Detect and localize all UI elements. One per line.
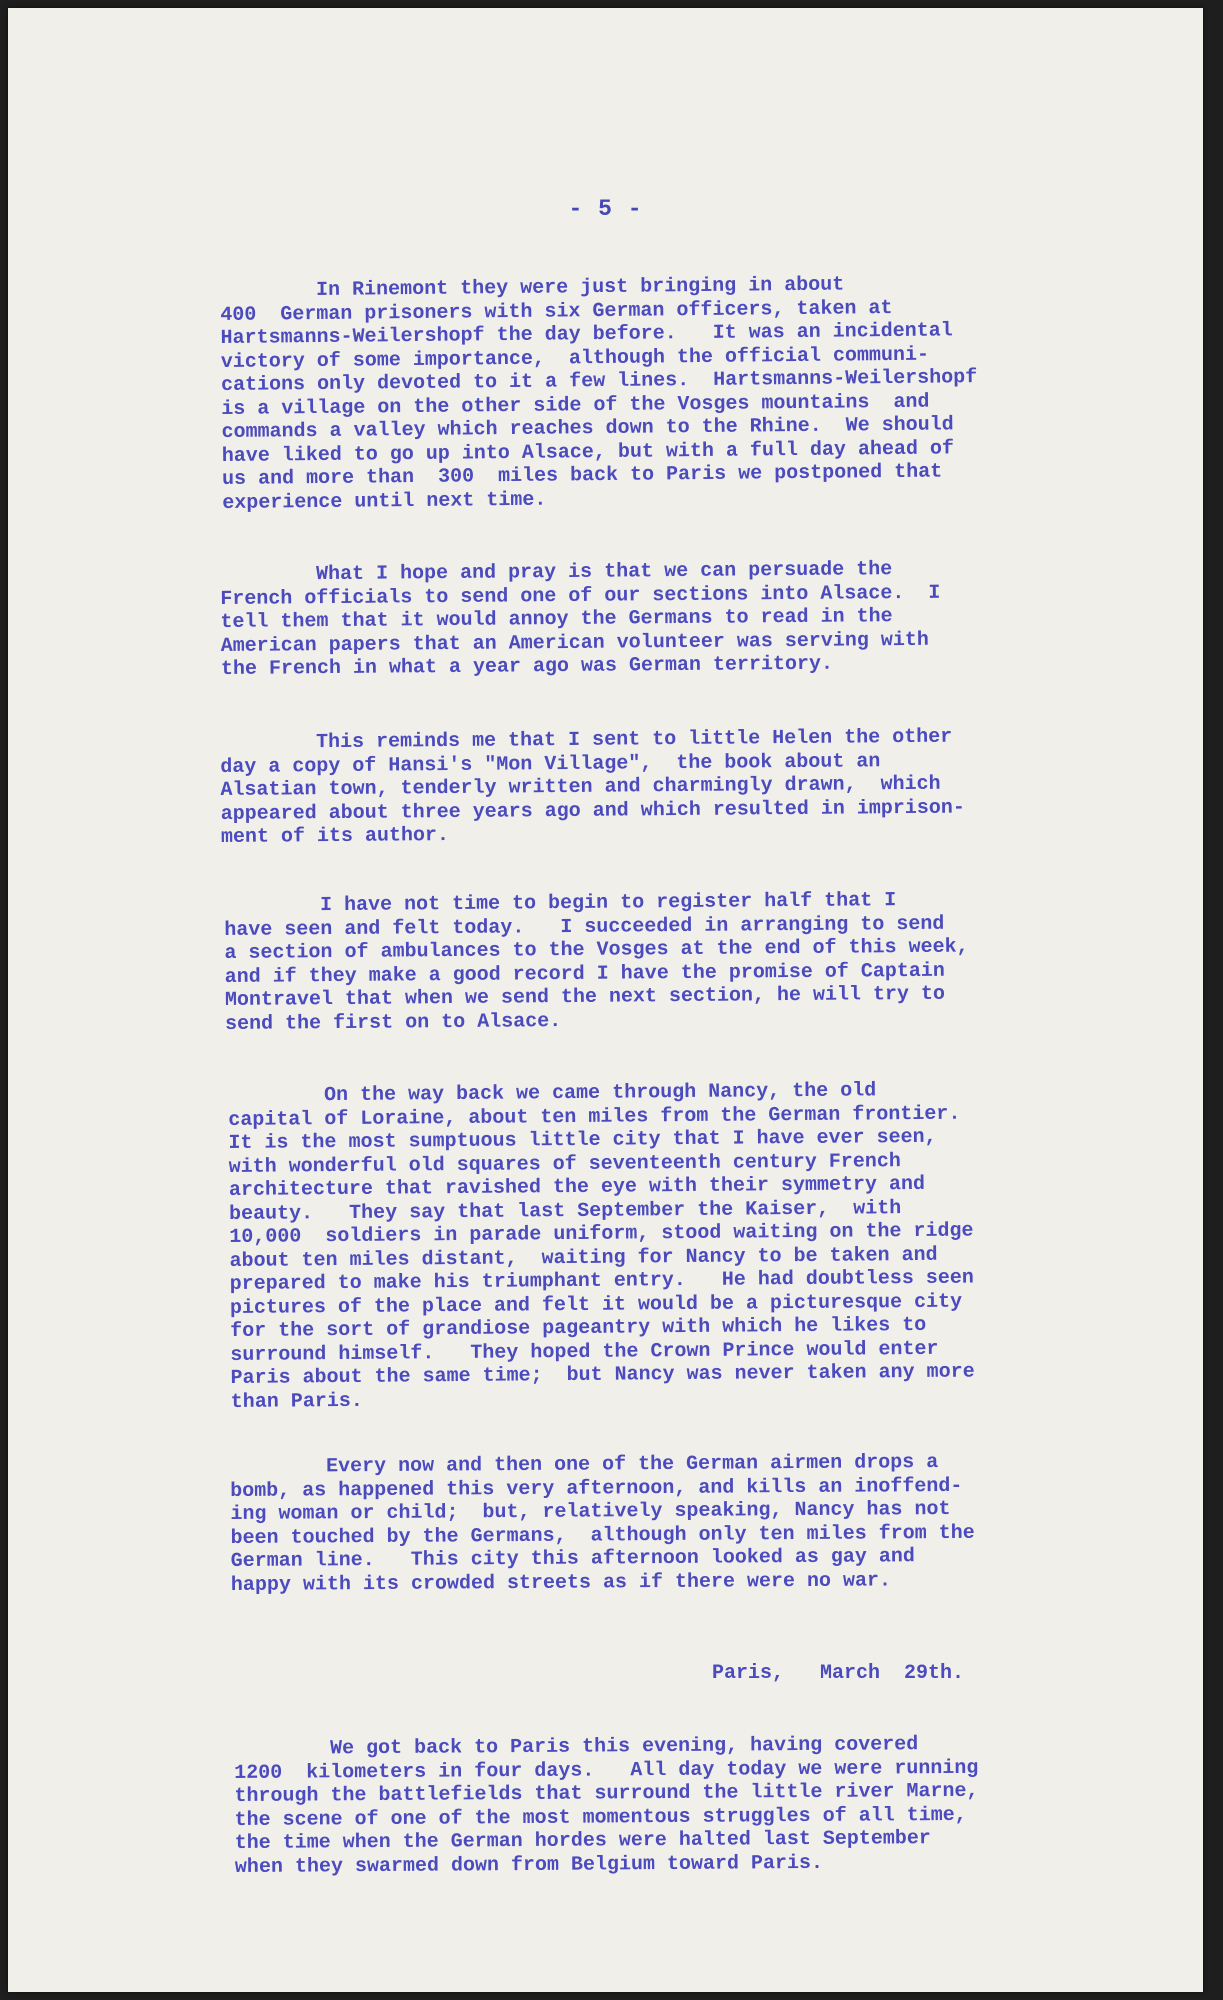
paragraph-vosges-section: I have not time to begin to register half that I have seen and felt today. I succeeded in arranging to send a section of ambulances to the Vosges at the end of this week, and if they make a good record I have the promise of Captain Montravel that when we send the next section, he will try to send the first on to Alsace. — [224, 889, 969, 1036]
paragraph-mon-village: This reminds me that I sent to little Helen the other day a copy of Hansi's "Mon Village", the book about an Alsatian town, tenderly written and charmingly drawn, which appeared about three years ago and which resulted in imprison- ment of its author. — [220, 725, 965, 849]
paragraph-nancy: On the way back we came through Nancy, the old capital of Loraine, about ten miles from the German frontier. It is the most sumptuous little city that I have ever seen, with wonderful old squares of seventeenth century French architecture that ravished the eye with their symmetry and beauty. They say that last September the Kaiser, with 10,000 soldiers in parade uniform, stood waiting on the ridge about ten miles distant, waiting for Nancy to be taken and prepared to make his triumphant entry. He had doubtless seen pictures of the place and felt it would be a picturesque city for the sort of grandiose pageantry with which he likes to surround himself. They hoped the Crown Prince would enter Paris about the same time; but Nancy was never taken any more than Paris. — [228, 1079, 975, 1414]
paragraph-alsace-hope: What I hope and pray is that we can persuade the French officials to send one of our sections into Alsace. I tell them that it would annoy the Germans to read in the American papers that an American volunteer was serving with the French in what a year ago was German territory. — [220, 558, 941, 681]
paragraph-return-paris: We got back to Paris this evening, having covered 1200 kilometers in four days. All day today we were running through the battlefields that surround the little river Marne, the scene of one of the most momentous struggles of all time, the time when the German hordes were halted last September when they swarmed down from Belgium toward Paris. — [234, 1733, 979, 1879]
document-page — [8, 8, 1203, 1992]
page-number: - 5 - — [568, 196, 643, 222]
paragraph-german-airmen: Every now and then one of the German airmen drops a bomb, as happened this very afternoon, and kills an inoffend- ing woman or child; but, relatively speaking, Nancy has not been touched by the Germans, although only ten miles from the German line. This city this afternoon looked as gay and happy with its crowded streets as if there were no war. — [230, 1451, 975, 1597]
dateline: Paris, March 29th. — [712, 1662, 965, 1685]
paragraph-rinemont: In Rinemont they were just bringing in about 400 German prisoners with six German officers, taken at Hartsmanns-Weilershopf the day before. It was an incidental victory of some importance, although the official communi- cations only devoted to it a few lines. Hartsmanns-Weilershopf is a village on the other side of the Vosges mountains and commands a valley which reaches down to the Rhine. We should have liked to go up into Alsace, but with a full day ahead of us and more than 300 miles back to Paris we postponed that experience until next time. — [220, 273, 978, 515]
